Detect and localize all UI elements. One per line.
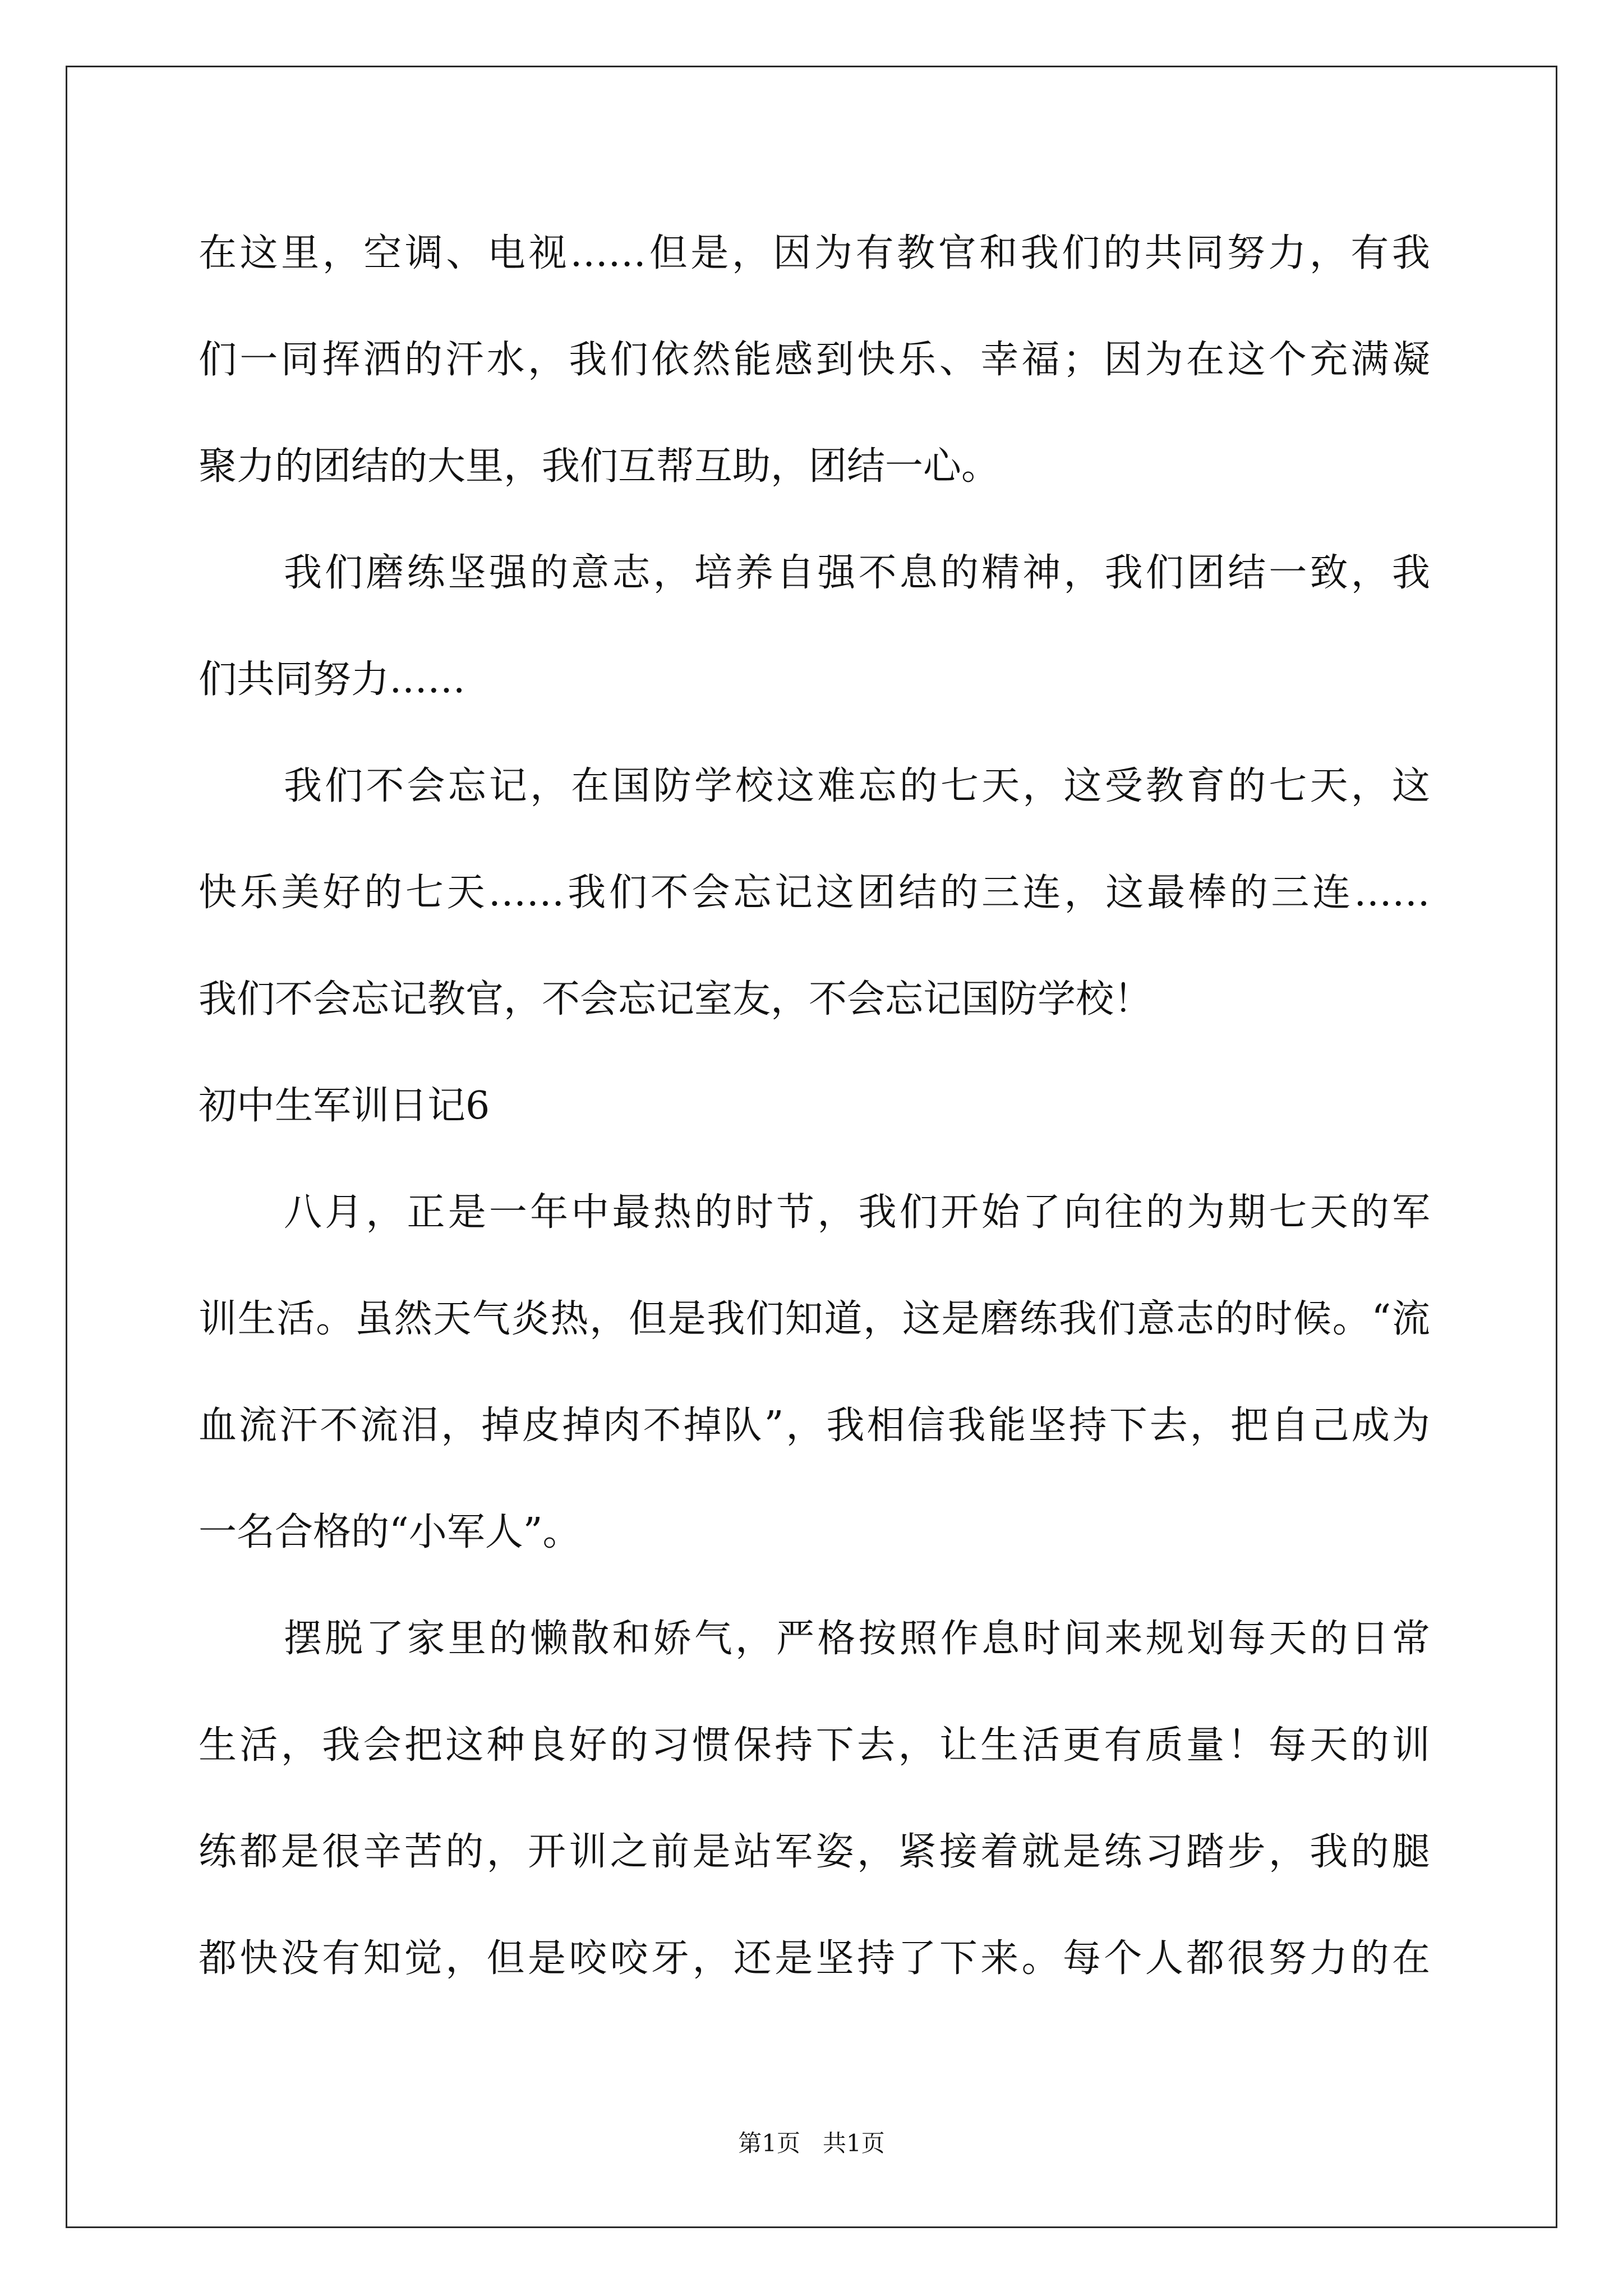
text-line: 我们不会忘记教官，不会忘记室友，不会忘记国防学校！ bbox=[199, 977, 1152, 1022]
section-heading: 初中生军训日记6 bbox=[199, 1084, 490, 1128]
text-line: 在这里，空调、电视……但是，因为有教官和我们的共同努力，有我 bbox=[199, 231, 1430, 275]
text-line: 们共同努力…… bbox=[199, 657, 466, 702]
paragraph-first-line: 八月，正是一年中最热的时节，我们开始了向往的为期七天的军 bbox=[284, 1190, 1430, 1235]
text-line: 训生活。虽然天气炎热，但是我们知道，这是磨练我们意志的时候。“流 bbox=[199, 1297, 1430, 1341]
text-line: 都快没有知觉，但是咬咬牙，还是坚持了下来。每个人都很努力的在 bbox=[199, 1936, 1430, 1981]
text-line: 生活，我会把这种良好的习惯保持下去，让生活更有质量！每天的训 bbox=[199, 1723, 1430, 1768]
text-line: 练都是很辛苦的，开训之前是站军姿，紧接着就是练习踏步，我的腿 bbox=[199, 1830, 1430, 1874]
text-line: 聚力的团结的大里，我们互帮互助，团结一心。 bbox=[199, 444, 1000, 489]
text-line: 一名合格的“小军人”。 bbox=[199, 1510, 581, 1554]
paragraph-first-line: 我们不会忘记，在国防学校这难忘的七天，这受教育的七天，这 bbox=[284, 764, 1430, 808]
text-line: 快乐美好的七天……我们不会忘记这团结的三连，这最棒的三连…… bbox=[199, 871, 1430, 915]
paragraph-first-line: 我们磨练坚强的意志，培养自强不息的精神，我们团结一致，我 bbox=[284, 551, 1430, 595]
page-number: 第1页 共1页 bbox=[738, 2129, 885, 2157]
paragraph-first-line: 摆脱了家里的懒散和娇气，严格按照作息时间来规划每天的日常 bbox=[284, 1617, 1430, 1661]
page-border bbox=[66, 66, 1557, 2228]
text-line: 血流汗不流泪，掉皮掉肉不掉队”，我相信我能坚持下去，把自己成为 bbox=[199, 1404, 1430, 1448]
text-line: 们一同挥洒的汗水，我们依然能感到快乐、幸福；因为在这个充满凝 bbox=[199, 338, 1430, 382]
